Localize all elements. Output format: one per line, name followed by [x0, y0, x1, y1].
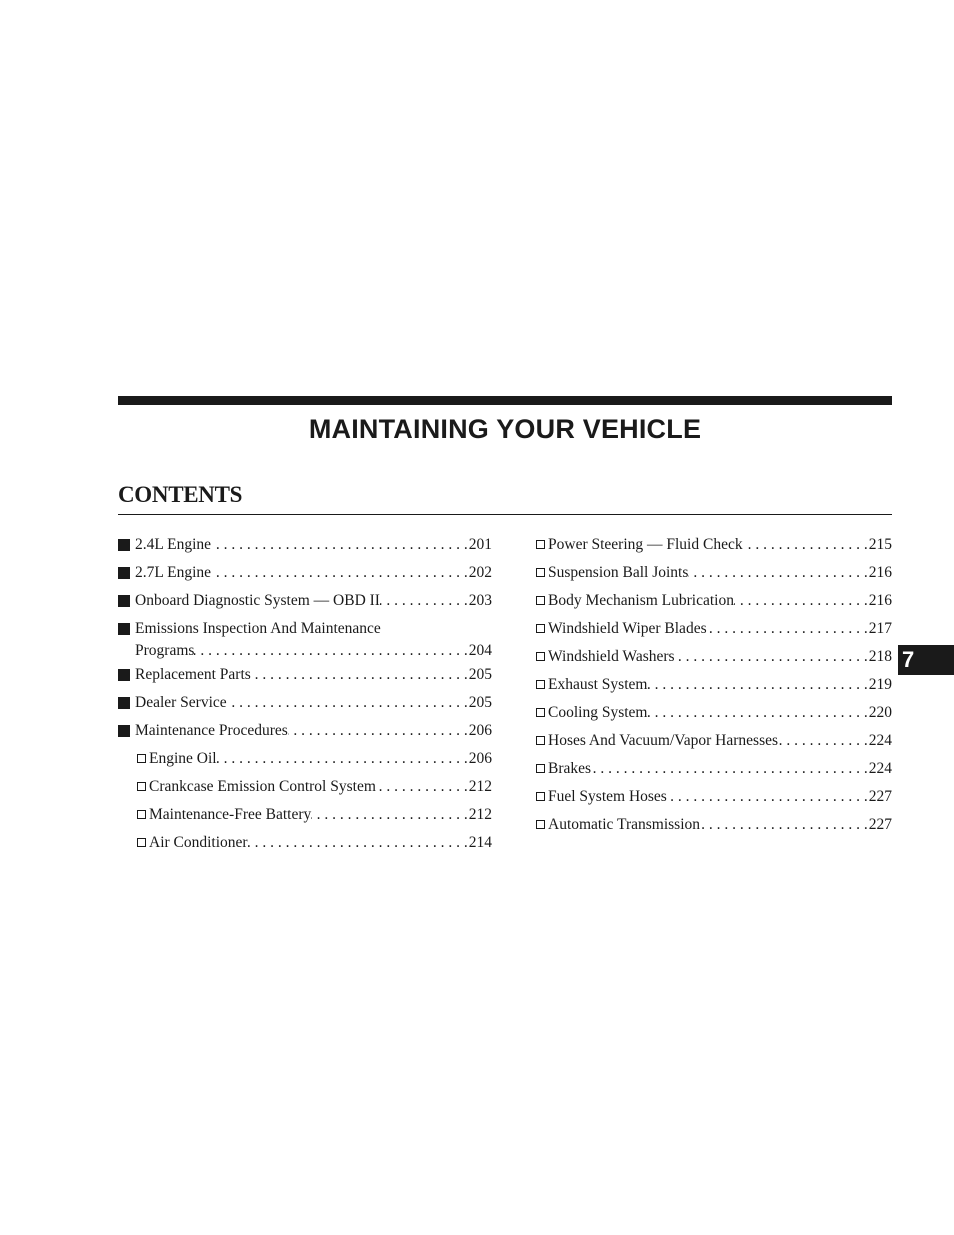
dot-leader [591, 758, 868, 780]
filled-square-bullet-icon [118, 618, 135, 640]
toc-entry-label: Fuel System Hoses [548, 788, 667, 805]
dot-leader [700, 814, 868, 836]
toc-entry-page: 219 [868, 676, 892, 693]
hollow-square-bullet-icon [137, 804, 149, 826]
toc-entry-page: 212 [468, 778, 492, 795]
dot-leader [194, 640, 467, 662]
chapter-title: MAINTAINING YOUR VEHICLE [308, 414, 702, 444]
toc-entry-label: Cooling System [548, 704, 648, 721]
dot-leader [211, 562, 468, 584]
hollow-square-bullet-icon [137, 832, 149, 854]
toc-entry-page: 220 [868, 704, 892, 721]
toc-entry[interactable] [118, 618, 492, 664]
hollow-square-bullet-icon [536, 646, 548, 668]
toc-entry-page: 205 [468, 666, 492, 683]
toc-entry-page: 227 [868, 816, 892, 833]
contents-heading: CONTENTS [118, 482, 243, 507]
hollow-square-bullet-icon [536, 534, 548, 556]
toc-entry-label: 2.7L Engine [135, 564, 212, 581]
toc-entry[interactable] [118, 534, 492, 562]
toc-entry-label: Exhaust System [548, 676, 648, 693]
dot-leader [675, 646, 868, 668]
toc-entry-label: Crankcase Emission Control System [149, 778, 376, 795]
toc-entry-page: 216 [868, 592, 892, 609]
toc-subentry[interactable] [536, 730, 892, 758]
hollow-square-bullet-icon [137, 776, 149, 798]
toc-entry[interactable] [118, 664, 492, 692]
toc-entry-label: Maintenance Procedures [135, 722, 288, 739]
toc-entry-label: Windshield Wiper Blades [548, 620, 707, 637]
chapter-tab-marker: 7 [898, 645, 954, 675]
toc-subentry[interactable] [536, 534, 892, 562]
dot-leader [667, 786, 868, 808]
hollow-square-bullet-icon [536, 702, 548, 724]
filled-square-bullet-icon [118, 562, 135, 584]
hollow-square-bullet-icon [536, 590, 548, 612]
toc-entry-page: 224 [868, 760, 892, 777]
dot-leader [647, 702, 867, 724]
toc-entry-label: Power Steering — Fluid Check [548, 536, 743, 553]
toc-entry-label: Brakes [548, 760, 592, 777]
toc-subentry[interactable] [118, 748, 492, 776]
toc-subentry[interactable] [118, 776, 492, 804]
dot-leader [217, 748, 468, 770]
filled-square-bullet-icon [118, 720, 135, 742]
toc-entry-page: 201 [468, 536, 492, 553]
toc-entry-page: 212 [468, 806, 492, 823]
dot-leader [311, 804, 468, 826]
hollow-square-bullet-icon [536, 674, 548, 696]
filled-square-bullet-icon [118, 692, 135, 714]
hollow-square-bullet-icon [137, 748, 149, 770]
toc-entry-label: Air Conditioner [149, 834, 248, 851]
toc-entry-label: Automatic Transmission [548, 816, 701, 833]
toc-entry-label: Maintenance-Free Battery [149, 806, 312, 823]
toc-entry-label: Replacement Parts [135, 666, 251, 683]
dot-leader [778, 730, 868, 752]
toc-subentry[interactable] [118, 804, 492, 832]
toc-entry-label: Dealer Service [135, 694, 227, 711]
dot-leader [288, 720, 468, 742]
toc-subentry[interactable] [536, 758, 892, 786]
chapter-top-rule [118, 396, 892, 405]
toc-subentry[interactable] [536, 618, 892, 646]
toc-entry-page: 215 [868, 536, 892, 553]
toc-right-column [536, 534, 892, 842]
toc-entry-label: 2.4L Engine [135, 536, 212, 553]
toc-subentry[interactable] [118, 832, 492, 860]
toc-entry[interactable] [118, 590, 492, 618]
dot-leader [248, 832, 468, 854]
dot-leader [734, 590, 868, 612]
toc-entry-page: 203 [468, 592, 492, 609]
dot-leader [743, 534, 868, 556]
toc-entry-label: Windshield Washers [548, 648, 675, 665]
dot-leader [211, 534, 468, 556]
toc-entry-label: Hoses And Vacuum/Vapor Harnesses [548, 732, 779, 749]
toc-subentry[interactable] [536, 590, 892, 618]
hollow-square-bullet-icon [536, 618, 548, 640]
toc-entry[interactable] [118, 562, 492, 590]
toc-entry-label: Onboard Diagnostic System — OBD II [135, 592, 380, 609]
toc-entry[interactable] [118, 692, 492, 720]
toc-subentry[interactable] [536, 674, 892, 702]
dot-leader [380, 590, 468, 612]
toc-entry-page: 204 [468, 642, 492, 659]
toc-entry-page: 205 [468, 694, 492, 711]
toc-entry[interactable] [118, 720, 492, 748]
dot-leader [227, 692, 468, 714]
toc-entry-page: 227 [868, 788, 892, 805]
dot-leader [376, 776, 468, 798]
toc-left-column [118, 534, 492, 860]
filled-square-bullet-icon [118, 534, 135, 556]
toc-entry-page: 206 [468, 750, 492, 767]
toc-entry-page: 202 [468, 564, 492, 581]
contents-divider [118, 514, 892, 515]
dot-leader [647, 674, 867, 696]
toc-entry-label: Engine Oil [149, 750, 217, 767]
toc-subentry[interactable] [536, 702, 892, 730]
dot-leader [688, 562, 867, 584]
hollow-square-bullet-icon [536, 786, 548, 808]
dot-leader [251, 664, 468, 686]
toc-subentry[interactable] [536, 562, 892, 590]
hollow-square-bullet-icon [536, 562, 548, 584]
toc-entry-page: 206 [468, 722, 492, 739]
toc-entry-page: 216 [868, 564, 892, 581]
toc-subentry[interactable] [536, 786, 892, 814]
toc-subentry[interactable] [536, 646, 892, 674]
toc-entry-page: 218 [868, 648, 892, 665]
toc-entry-label: Body Mechanism Lubrication [548, 592, 734, 609]
dot-leader [707, 618, 868, 640]
toc-entry-page: 214 [468, 834, 492, 851]
filled-square-bullet-icon [118, 590, 135, 612]
toc-entry-label: Emissions Inspection And Maintenance [135, 620, 381, 637]
hollow-square-bullet-icon [536, 730, 548, 752]
toc-entry-page: 217 [868, 620, 892, 637]
toc-entry-page: 224 [868, 732, 892, 749]
toc-entry-label: Suspension Ball Joints [548, 564, 689, 581]
filled-square-bullet-icon [118, 664, 135, 686]
toc-entry-label-continued: Programs [135, 642, 195, 659]
hollow-square-bullet-icon [536, 758, 548, 780]
hollow-square-bullet-icon [536, 814, 548, 836]
toc-subentry[interactable] [536, 814, 892, 842]
